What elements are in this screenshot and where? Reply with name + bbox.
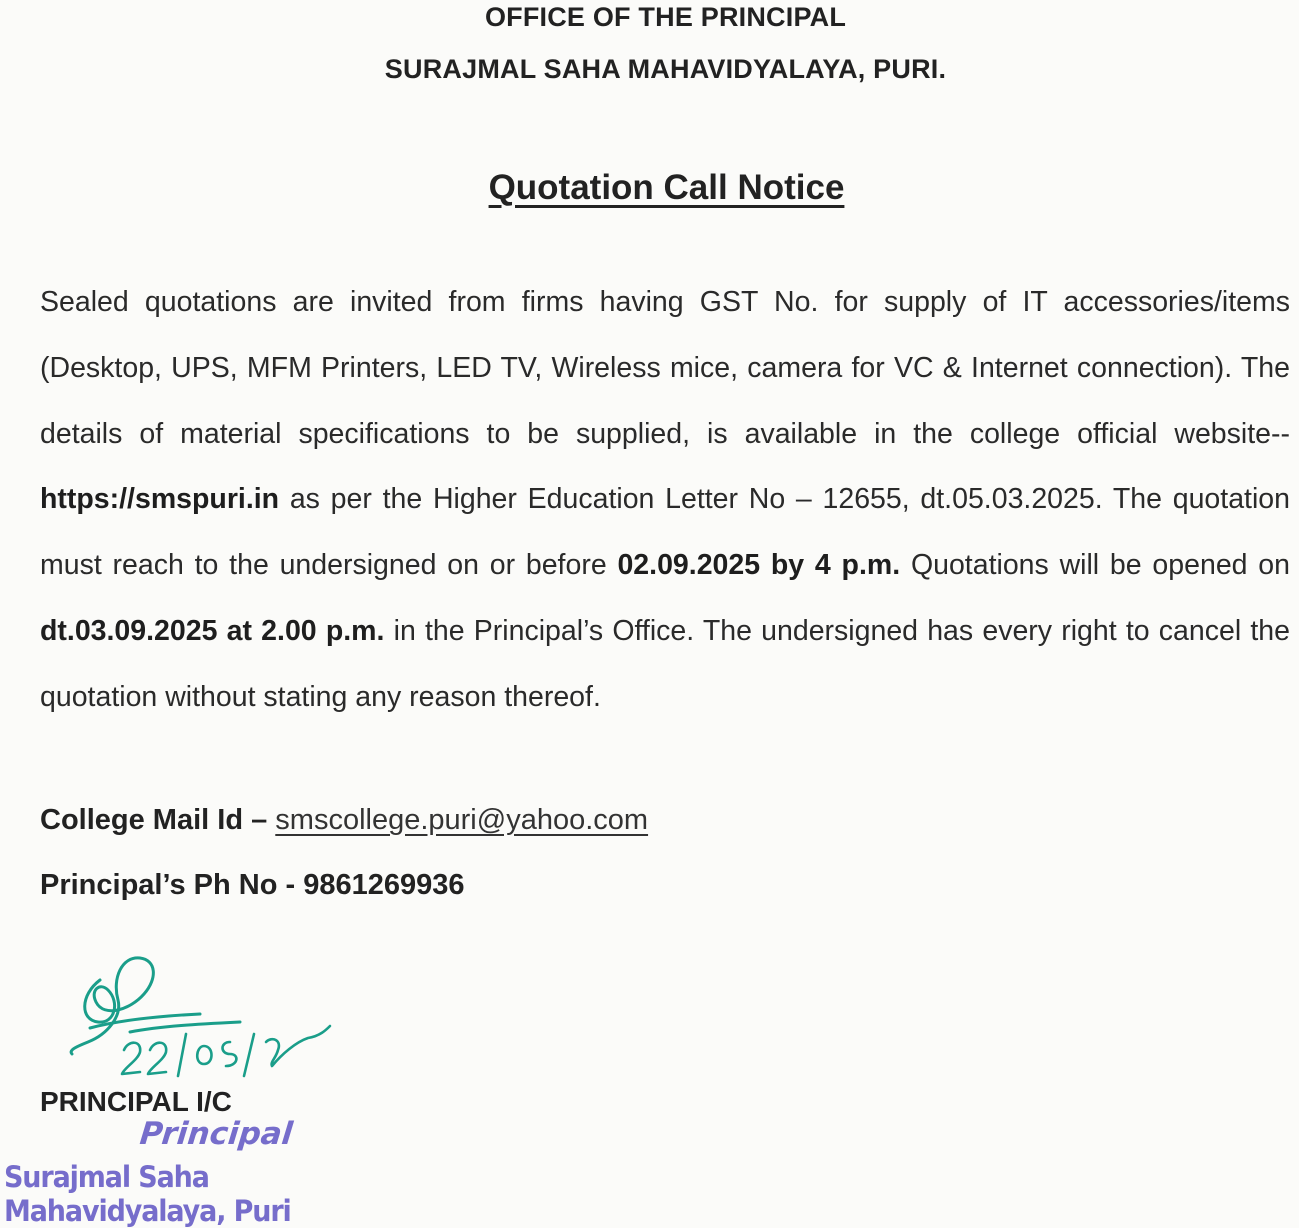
office-heading: OFFICE OF THE PRINCIPAL	[484, 2, 847, 32]
principal-phone-line	[40, 869, 465, 902]
mail-label: College Mail Id –	[40, 804, 276, 836]
notice-title: Quotation Call Notice	[488, 168, 845, 207]
college-name: SURAJMAL SAHA MAHAVIDYALAYA, PURI.	[384, 54, 947, 84]
principal-designation: PRINCIPAL I/C	[40, 1086, 232, 1117]
body-text-part3: Quotations will be opened on	[900, 549, 1291, 582]
stamp-title: Principal	[138, 1116, 295, 1152]
mail-link[interactable]: smscollege.puri@yahoo.com	[275, 804, 649, 836]
opening-date: dt.03.09.2025 at 2.00 p.m.	[40, 614, 385, 647]
phone-label: Principal’s Ph No -	[40, 869, 304, 901]
phone-number: 9861269936	[303, 869, 465, 901]
body-text-part4: in the Principal’s Office. The undersigned has every right to cancel the quotation without stating any reason thereof.	[40, 614, 1290, 713]
submission-deadline: 02.09.2025 by 4 p.m.	[617, 549, 901, 582]
body-text-part2: as per the Higher Education Letter No – 12655, dt.05.03.2025. The quotation must reach to the undersigned on or before	[40, 483, 1290, 582]
principal-signature	[60, 950, 350, 1090]
college-mail-line	[40, 804, 648, 837]
website-link[interactable]: https://smspuri.in	[40, 483, 280, 516]
principal-stamp	[0, 1114, 420, 1228]
notice-body	[40, 270, 1290, 731]
stamp-college: Surajmal Saha Mahavidyalaya, Puri	[4, 1160, 291, 1228]
body-text-part1: Sealed quotations are invited from firms having GST No. for supply of IT accessories/items (Desktop, UPS, MFM Printers, LED TV, Wireless mice, camera for VC & Internet connection). The details of material specifications to be supplied, is available in the college official website--	[40, 286, 1290, 450]
